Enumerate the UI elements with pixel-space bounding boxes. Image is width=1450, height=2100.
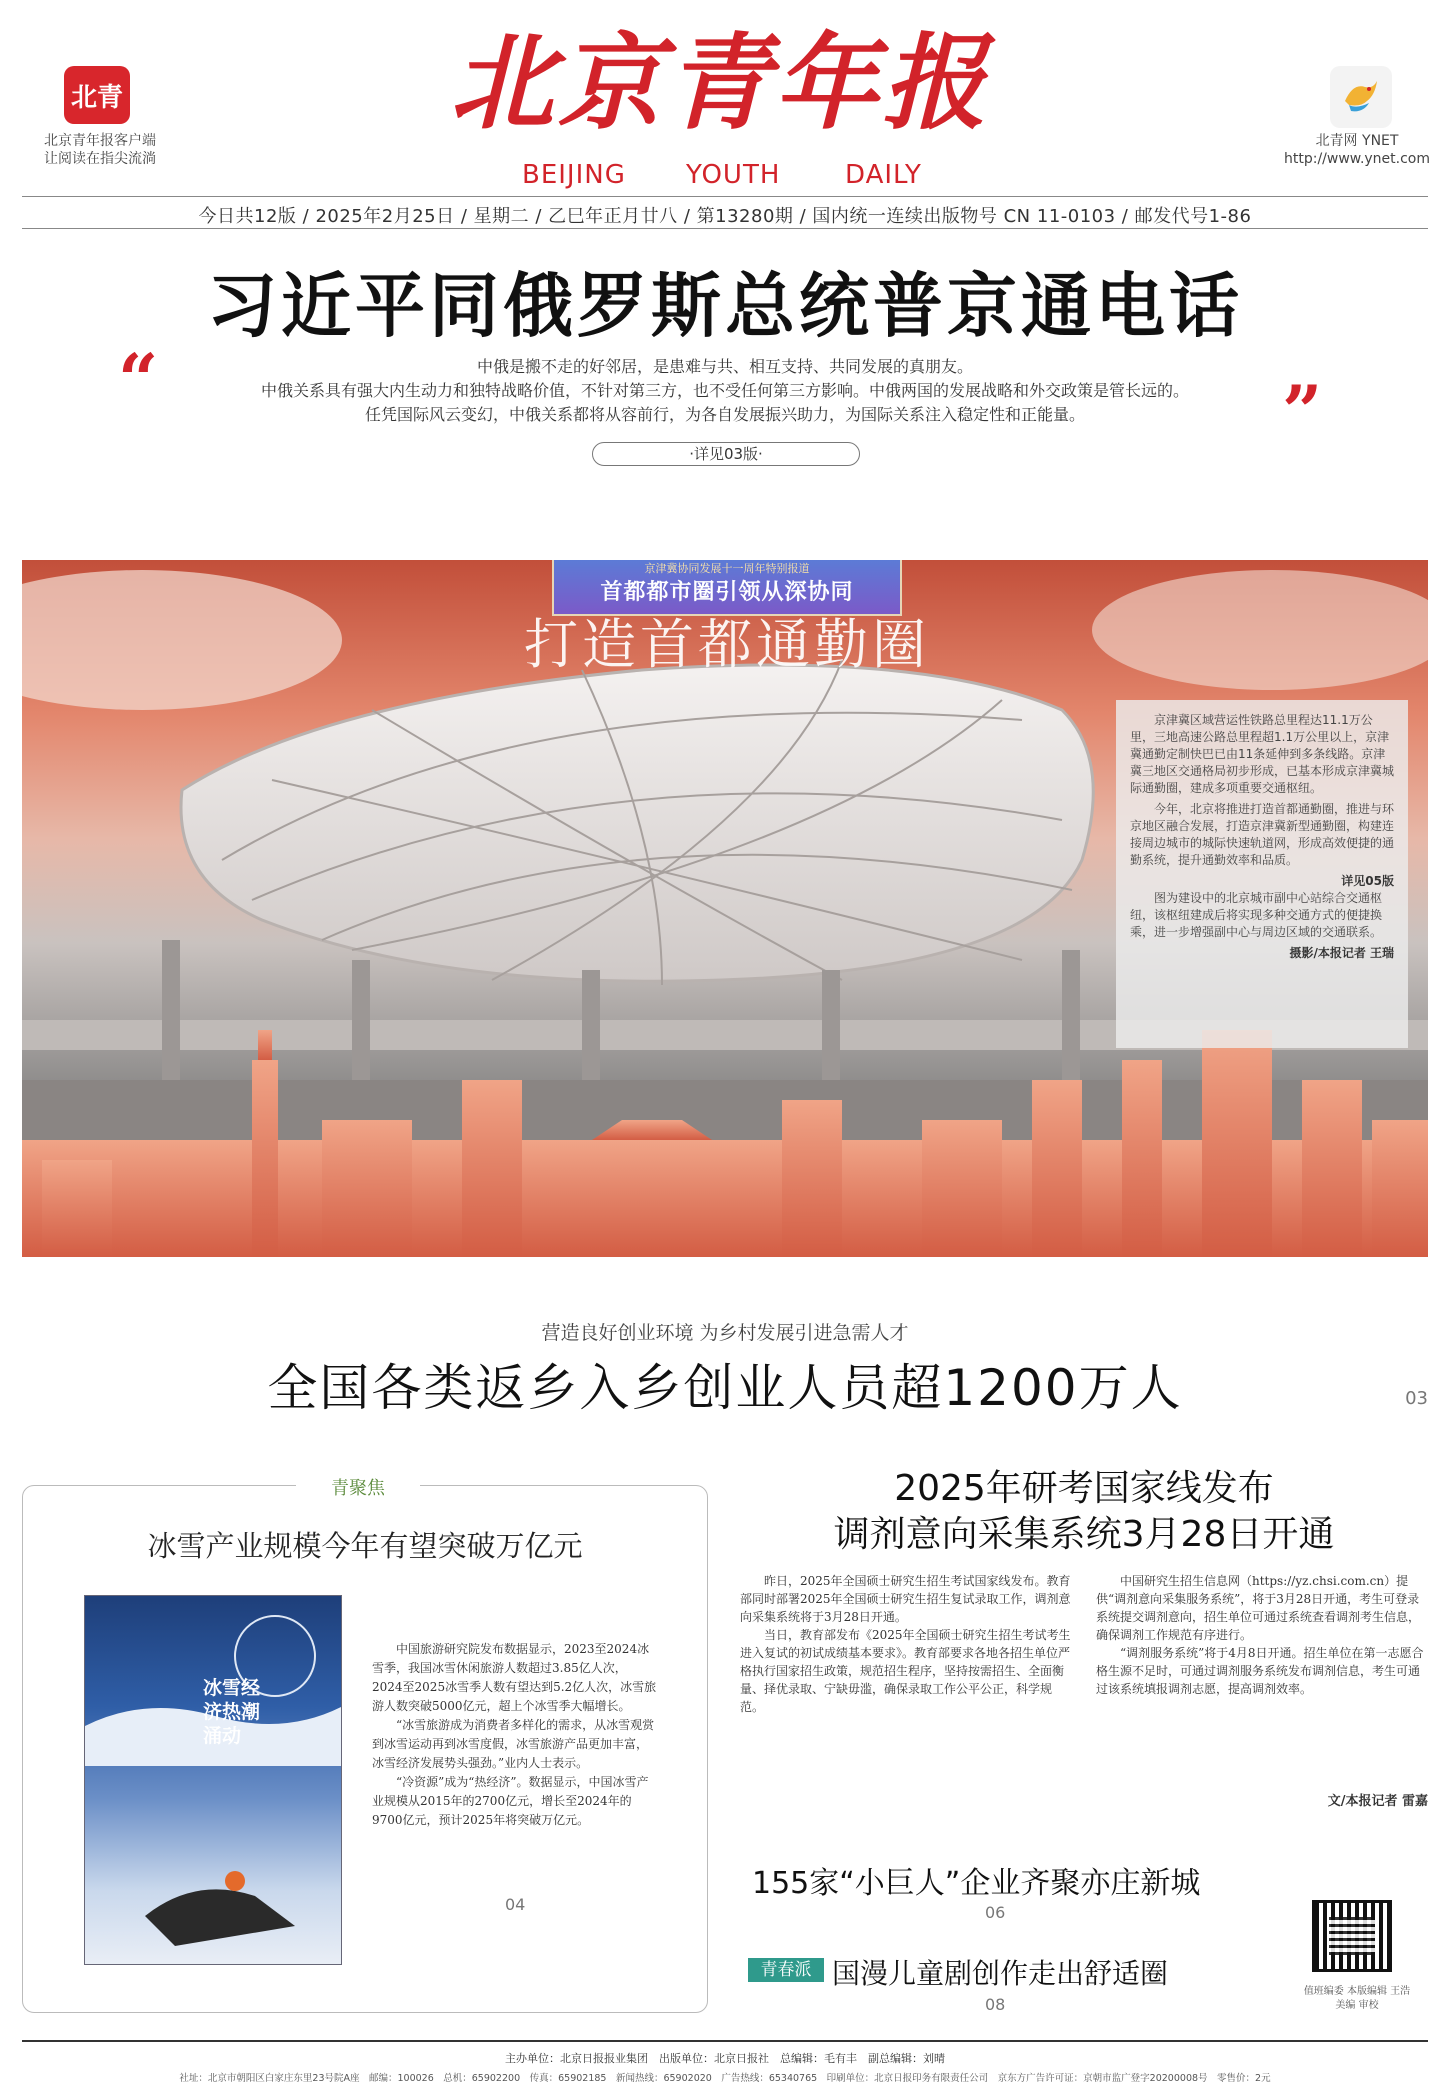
focus-thumb-text: 冰雪经济热潮涌动 (203, 1677, 261, 1747)
story3-tag: 青春派 (748, 1958, 824, 1982)
ynet-caption-line-1: 北青网 YNET (1315, 133, 1399, 149)
ferris-wheel-illustration (85, 1596, 342, 1965)
quote-close-icon: ” (1282, 370, 1323, 453)
feature-caption-box (1116, 700, 1408, 1048)
ynet-caption-line-2[interactable]: http://www.ynet.com (1283, 151, 1430, 167)
quote-open-icon: “ (118, 338, 159, 421)
app-caption-line-2: 让阅读在指尖流淌 (44, 151, 156, 167)
story2-headline[interactable]: 155家“小巨人”企业齐聚亦庄新城 (752, 1866, 1201, 1901)
footer-line-1: 主办单位：北京日报报业集团 出版单位：北京日报社 总编辑：毛有丰 副总编辑：刘晴 (505, 2052, 945, 2065)
newspaper-title: 北京青年报 (449, 21, 990, 144)
exam-headline[interactable] (740, 1466, 1428, 1558)
feature-note-para-1: 京津冀区域营运性铁路总里程达11.1万公里，三地高速公路总里程超1.1万公里以上，京津冀通勤定制快巴已由11条延伸到多条线路。京津冀三地区交通格局初步形成，已基本形成京津冀城际通勤圈，建成多项重要交通枢纽。 (1130, 713, 1395, 795)
rural-headline[interactable]: 全国各类返乡入乡创业人员超1200万人 (267, 1359, 1183, 1417)
masthead-en-beijing: BEIJING (522, 160, 626, 190)
focus-para-3: “冷资源”成为“热经济”。数据显示，中国冰雪产业规模从2015年的2700亿元，增长至2024年的9700亿元，预计2025年将突破万亿元。 (372, 1775, 649, 1827)
rural-kicker: 营造良好创业环境 为乡村发展引进急需人才 (541, 1322, 909, 1344)
lead-headline[interactable]: 习近平同俄罗斯总统普京通电话 (207, 264, 1243, 347)
feature-kicker-small: 京津冀协同发展十一周年特别报道 (644, 562, 810, 575)
story3-page-number: 08 (985, 1995, 1006, 2014)
exam-body (740, 1572, 1428, 1716)
feature-note-para-3: 图为建设中的北京城市副中心站综合交通枢纽，该枢纽建成后将实现多种交通方式的便捷换乘，进一步增强副中心与周边区域的交通联系。 (1130, 891, 1383, 939)
feature-see-page[interactable]: 详见05版 (1341, 874, 1394, 888)
see-page-link[interactable]: ·详见03版· (592, 442, 860, 466)
story2-page-number: 06 (985, 1903, 1006, 1922)
app-caption (20, 132, 180, 168)
exam-para-3: 中国研究生招生信息网（https://yz.chsi.com.cn）提供“调剂意向采集服务系统”，将于3月28日开通，考生可登录系统提交调剂意向，招生单位可通过系统查看调剂考生信息，确保调剂工作规范有序进行。 (1096, 1574, 1421, 1642)
story3-headline[interactable]: 国漫儿童剧创作走出舒适圈 (832, 1957, 1169, 1990)
rural-page-number: 03 (1405, 1388, 1428, 1409)
feature-note-para-2: 今年，北京将推进打造首都通勤圈，推进与环京地区融合发展，打造京津冀新型通勤圈，构建连接周边城市的城际快速轨道网，形成高效便捷的通勤系统，提升通勤效率和品质。 (1130, 802, 1395, 867)
qr-caption-line-2: 美编 审校 (1335, 2000, 1379, 2011)
issue-info-line: 今日共12版 / 2025年2月25日 / 星期二 / 乙巳年正月廿八 / 第13280期 / 国内统一连续出版物号 CN 11-0103 / 邮发代号1-86 (198, 206, 1252, 227)
lead-quote-line-2: 中俄关系具有强大内生动力和独特战略价值，不针对第三方，也不受任何第三方影响。中俄两国的发展战略和外交政策是管长远的。 (260, 381, 1189, 400)
feature-title[interactable]: 打造首都通勤圈 (524, 613, 930, 676)
focus-body (372, 1640, 657, 1830)
masthead-en-youth: YOUTH (686, 160, 781, 190)
qr-caption-line-1: 值班编委 本版编辑 王浩 (1303, 1986, 1411, 1997)
focus-para-1: 中国旅游研究院发布数据显示，2023至2024冰雪季，我国冰雪休闲旅游人数超过3.85亿人次，2024至2025冰雪季人数有望达到5.2亿人次，冰雪旅游人数突破5000亿元，超上个冰雪季大幅增长。 (372, 1642, 657, 1713)
app-logo-text: 北青 (70, 82, 123, 113)
qr-code-icon[interactable] (1312, 1900, 1392, 1972)
masthead-en-daily: DAILY (845, 160, 922, 190)
exam-para-1: 昨日，2025年全国硕士研究生招生考试国家线发布。教育部同时部署2025年全国硕士研究生招生复试录取工作，调剂意向采集系统将于3月28日开通。 (740, 1574, 1071, 1624)
feature-kicker-main: 首都都市圈引领从深协同 (600, 580, 854, 605)
qr-caption (1282, 1985, 1432, 2013)
focus-page-thumbnail[interactable] (84, 1595, 342, 1965)
lead-quote-line-1: 中俄是搬不走的好邻居，是患难与共、相互支持、共同发展的真朋友。 (476, 357, 973, 376)
masthead-rule (22, 196, 1428, 197)
exam-headline-line-1: 2025年研考国家线发布 (894, 1468, 1274, 1509)
exam-para-2: 当日，教育部发布《2025年全国硕士研究生招生考试考生进入复试的初试成绩基本要求》。教育部要求各地各招生单位严格执行国家招生政策，规范招生程序，坚持按需招生、全面衡量、择优录取、宁缺毋滥，确保录取工作公平公正，科学规范。 (740, 1628, 1071, 1714)
footer-line-2: 社址：北京市朝阳区白家庄东里23号院A座 邮编：100026 总机：65902200 传真：65902185 新闻热线：65902020 广告热线：65340765 印刷单位：北京日报印务有限责任公司 京东方广告许可证：京朝市监广登字20200008号 零售价：2元 (179, 2073, 1271, 2084)
lead-quote (160, 355, 1290, 427)
exam-byline: 文/本报记者 雷嘉 (1327, 1794, 1428, 1809)
ynet-caption (1282, 132, 1432, 168)
app-caption-line-1: 北京青年报客户端 (44, 133, 156, 149)
lead-quote-line-3: 任凭国际风云变幻，中俄关系都将从容前行，为各自发展振兴助力，为国际关系注入稳定性和正能量。 (364, 405, 1085, 424)
feature-photo-credit: 摄影/本报记者 王瑞 (1289, 946, 1394, 960)
app-logo[interactable] (64, 66, 130, 124)
focus-tag: 青聚焦 (296, 1474, 420, 1500)
footer-rule (22, 2040, 1428, 2042)
focus-page-number: 04 (505, 1895, 526, 1914)
bird-icon (1339, 75, 1383, 119)
focus-para-2: “冰雪旅游成为消费者多样化的需求，从冰雪观赏到冰雪运动再到冰雪度假，冰雪旅游产品更加丰富，冰雪经济发展势头强劲。”业内人士表示。 (372, 1718, 655, 1770)
exam-headline-line-2: 调剂意向采集系统3月28日开通 (833, 1514, 1335, 1555)
exam-para-4: “调剂服务系统”将于4月8日开通。招生单位在第一志愿合格生源不足时，可通过调剂服务系统发布调剂信息，考生可通过该系统填报调剂志愿，提高调剂效率。 (1096, 1646, 1424, 1696)
feature-photo[interactable] (22, 560, 1428, 1257)
ynet-logo[interactable] (1330, 66, 1392, 128)
issue-rule (22, 228, 1428, 229)
focus-headline[interactable]: 冰雪产业规模今年有望突破万亿元 (147, 1529, 583, 1563)
